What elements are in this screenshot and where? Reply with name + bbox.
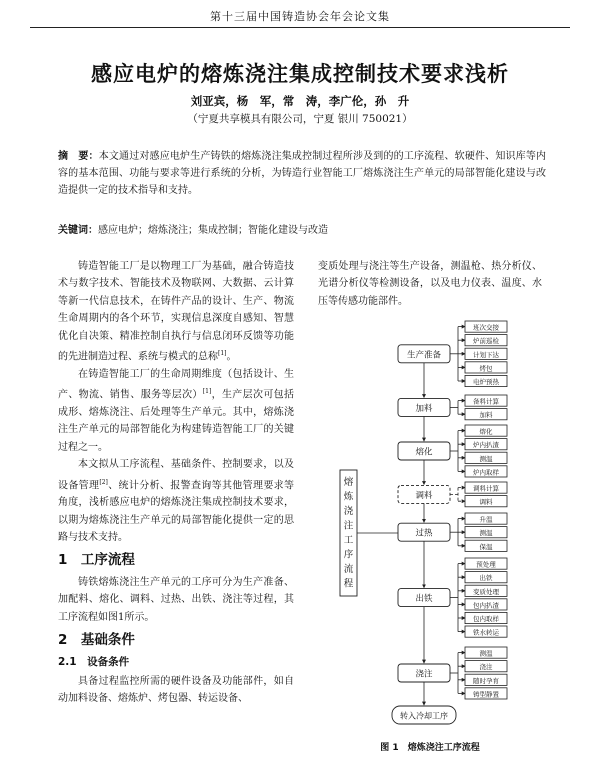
flowchart-substep-label: 调料计算 — [473, 484, 499, 493]
flowchart-substep-label: 测温 — [479, 649, 493, 658]
flowchart-substep-label: 烤包 — [479, 364, 493, 373]
running-header: 第十三届中国铸造协会年会论文集 — [210, 10, 390, 23]
flowchart-substep-label: 出铁 — [479, 574, 493, 583]
header-rule — [30, 27, 570, 28]
section-heading: 1 工序流程 — [58, 552, 135, 569]
flowchart-substep-label: 加料 — [479, 411, 493, 420]
flowchart-substep-label: 铁水转运 — [473, 628, 499, 637]
keywords — [58, 221, 546, 236]
abstract-label: 摘 要： — [58, 151, 99, 162]
paragraph: 具备过程监控所需的硬件设备及功能部件，如自动加料设备、熔炼炉、烤包器、转运设备、 — [58, 675, 294, 705]
section-heading: 2 基础条件 — [58, 632, 135, 649]
flowchart-stage-label: 出铁 — [415, 594, 433, 605]
flowchart-substep-label: 调料 — [479, 498, 493, 507]
flowchart-substep-label: 包内扒渣 — [473, 601, 499, 610]
flowchart-stage-label: 调料 — [415, 490, 433, 501]
authors: 刘亚宾，杨 军，常 涛，李广伦，孙 升 — [190, 94, 410, 108]
abstract — [58, 148, 546, 199]
process-flowchart — [330, 315, 560, 740]
paragraph: 变质处理与浇注等生产设备，测温枪、热分析仪、光谱分析仪等检测设备，以及电力仪表、温度、水压等传感功能部件。 — [318, 261, 542, 307]
flowchart-substep-label: 预处理 — [476, 560, 496, 569]
paragraph: 铸造智能工厂是以物理工厂为基础，融合铸造技术与数字技术、智能技术及物联网、大数据、云计算等新一代信息技术，在铸件产品的设计、生产、物流生命周期内的各个环节，实现信息深度自感知、智慧优化自决策、精准控制自执行与信息闭环反馈等功能的先进制造过程、系统与模式的总称[1]。 — [58, 261, 294, 363]
subsection-heading: 2.1 设备条件 — [58, 655, 130, 668]
flowchart-substep-label: 电炉预热 — [473, 378, 499, 386]
left-column — [58, 258, 294, 708]
flowchart-substep-label: 铸型静置 — [473, 690, 499, 699]
flowchart-substep-label: 测温 — [479, 454, 493, 463]
figure-caption: 图 1 熔炼浇注工序流程 — [380, 743, 480, 753]
flowchart-end-label: 转入冷却工序 — [400, 711, 448, 721]
flowchart-stage-label: 过热 — [415, 528, 433, 539]
paragraph: 铸铁熔炼浇注生产单元的工序可分为生产准备、加配料、熔化、调料、过热、出铁、浇注等过程，其工序流程如图1所示。 — [58, 576, 294, 623]
abstract-text: 本文通过对感应电炉生产铸铁的熔炼浇注集成控制过程所涉及到的的工序流程、软硬件、知识库等内容的基本范围、功能与要求等进行系统的分析，为铸造行业智能工厂熔炼浇注生产单元的局部智能化建设与改造提供一定的技术指导和支持。 — [58, 151, 547, 196]
flowchart-substep-label: 炉内取样 — [473, 468, 499, 477]
flowchart-substep-label: 测温 — [479, 529, 493, 538]
flowchart-substep-label: 熔化 — [479, 427, 493, 436]
flowchart-stage-label: 浇注 — [415, 669, 433, 680]
keywords-text: 感应电炉；熔炼浇注；集成控制；智能化建设与改造 — [98, 225, 328, 236]
flowchart-stage-label: 加料 — [415, 403, 433, 414]
flowchart-stage-label: 熔化 — [415, 447, 433, 458]
flowchart-substep-label: 变质处理 — [473, 587, 499, 596]
flowchart-substep-label: 浇注 — [479, 663, 493, 672]
flowchart-vertical-box — [340, 470, 357, 596]
flowchart-substep-label: 升温 — [479, 515, 493, 524]
flowchart-substep-label: 炉内扒渣 — [473, 441, 499, 450]
flowchart-substep-label: 保温 — [479, 542, 493, 551]
flowchart-vertical-label: 熔炼浇注工序流程 — [343, 477, 354, 590]
flowchart-substep-label: 计划下达 — [473, 350, 499, 359]
keywords-label: 关键词： — [58, 225, 98, 236]
flowchart-substep-label: 备料计算 — [473, 397, 499, 406]
flowchart-substep-label: 班次交接 — [473, 323, 499, 332]
flowchart-substep-label: 包内取样 — [473, 615, 499, 623]
paragraph: 本文拟从工序流程、基础条件、控制要求，以及设备管理[2]、统计分析、报警查询等其他管理要求等角度，浅析感应电炉的熔炼浇注集成控制技术要求，以期为熔炼浇注生产单元的局部智能化提供一定的思路与技术支持。 — [58, 459, 295, 544]
paragraph: 在铸造智能工厂的生命周期维度（包括设计、生产、物流、销售、服务等层次）[1]，生产层次可包括成形、熔炼浇注、后处理等生产单元。其中，熔炼浇注生产单元的局部智能化为构建铸造智能工厂的关键过程之一。 — [58, 368, 295, 453]
flowchart-substep-label: 随时孕育 — [473, 676, 499, 685]
flowchart-stage-label: 生产准备 — [406, 350, 442, 361]
flowchart-substep-label: 炉前巡检 — [473, 337, 499, 346]
right-column — [318, 258, 542, 310]
affiliation: （宁夏共享模具有限公司，宁夏 银川 750021） — [187, 113, 413, 125]
paper-title: 感应电炉的熔炼浇注集成控制技术要求浅析 — [91, 62, 509, 86]
